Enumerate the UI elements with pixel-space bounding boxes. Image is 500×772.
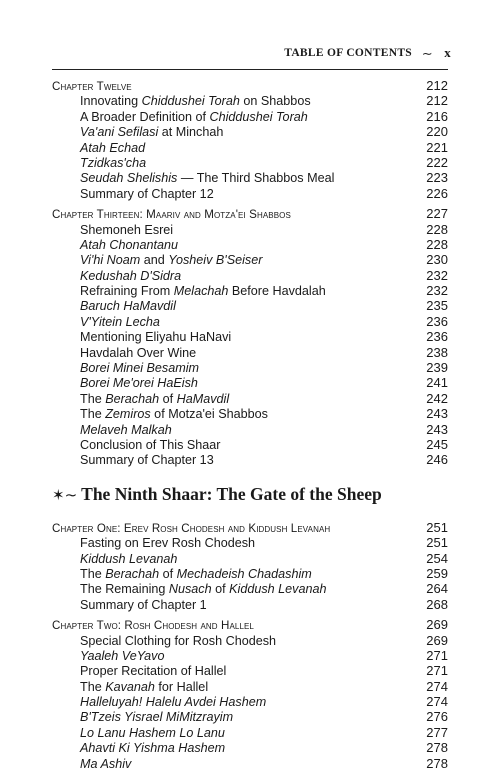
entry-title-text: The (80, 679, 106, 694)
entry-title-italic: Berachah (105, 566, 160, 581)
entry-title-text: and (140, 253, 169, 268)
entry-page: 241 (426, 375, 448, 391)
entry-title-text: Conclusion of This Shaar (80, 437, 221, 452)
entry-title (52, 407, 268, 422)
entry-title (52, 552, 177, 567)
entry-title-italic: Melachah (173, 284, 229, 299)
toc-entry[interactable] (52, 155, 448, 170)
header-rule (52, 69, 448, 70)
flourish-icon: ✶∼ (52, 487, 78, 504)
chapter-page: 227 (426, 206, 448, 222)
toc-entry[interactable] (52, 345, 448, 360)
entry-title-italic: Halleluyah! Halelu Avdei Hashem (80, 695, 267, 710)
entry-page: 216 (426, 108, 448, 124)
toc-chapter-block (52, 206, 448, 468)
entry-title (52, 253, 262, 268)
entry-page: 271 (426, 663, 448, 679)
entry-title (52, 125, 223, 140)
entry-page: 242 (426, 390, 448, 406)
entry-title-italic: Lo Lanu Hashem Lo Lanu (80, 725, 225, 740)
entry-title (52, 361, 199, 376)
toc-entry[interactable] (52, 391, 448, 406)
toc-entry[interactable] (52, 551, 448, 566)
toc-entry[interactable] (52, 597, 448, 612)
entry-page: 246 (426, 452, 448, 468)
toc-entry[interactable] (52, 329, 448, 344)
entry-title-italic: Kedushah D'Sidra (80, 268, 182, 283)
entry-title-italic: Zemiros (105, 407, 151, 422)
toc-entry[interactable] (52, 314, 448, 329)
entry-title (52, 423, 172, 438)
entry-title-text: Summary of Chapter 1 (80, 597, 207, 612)
entry-title-italic: V'Yitein Lecha (80, 314, 160, 329)
entry-title (52, 392, 229, 407)
entry-page: 230 (426, 252, 448, 268)
chapter-page: 269 (426, 617, 448, 633)
entry-page: 268 (426, 596, 448, 612)
entry-page: 276 (426, 709, 448, 725)
entry-title-text: Shemoneh Esrei (80, 222, 174, 237)
toc-entry[interactable] (52, 170, 448, 185)
entry-title-text: Proper Recitation of Hallel (80, 664, 227, 679)
entry-title-italic: Ahavti Ki Yishma Hashem (80, 741, 226, 756)
entry-title-italic: HaMavdil (176, 391, 230, 406)
toc-entry[interactable] (52, 535, 448, 550)
entry-title-text: — The Third Shabbos Meal (177, 171, 335, 186)
entry-title-text: The (80, 407, 106, 422)
toc-entry[interactable] (52, 237, 448, 252)
toc-entry[interactable] (52, 406, 448, 421)
toc-entry[interactable] (52, 375, 448, 390)
entry-title-italic: Yosheiv B'Seiser (168, 253, 263, 268)
chapter-title: Chapter Twelve (52, 80, 132, 93)
entry-title-italic: Mechadeish Chadashim (176, 566, 312, 581)
toc-entry[interactable] (52, 566, 448, 581)
entry-title (52, 238, 178, 253)
entry-page: 269 (426, 632, 448, 648)
entry-title-text: Before Havdalah (228, 284, 326, 299)
shaar-title: The Ninth Shaar: The Gate of the Sheep (81, 483, 382, 504)
entry-title-text: The Remaining (80, 582, 169, 597)
entry-page: 251 (426, 535, 448, 551)
entry-title (52, 680, 208, 695)
entry-page: 277 (426, 724, 448, 740)
entry-page: 259 (426, 565, 448, 581)
entry-title-italic: Borei Minei Besamim (80, 361, 199, 376)
entry-title-text: of (159, 391, 177, 406)
entry-title (52, 223, 173, 238)
entry-title (52, 315, 160, 330)
entry-page: 254 (426, 550, 448, 566)
toc-entry[interactable] (52, 186, 448, 201)
entry-page: 243 (426, 406, 448, 422)
toc-entry[interactable] (52, 648, 448, 663)
toc-entry[interactable] (52, 756, 448, 771)
toc-chapter-row[interactable] (52, 520, 448, 535)
shaar-heading (52, 484, 448, 520)
toc-chapter-block (52, 617, 448, 771)
entry-title-text: of (211, 582, 230, 597)
entry-title (52, 710, 233, 725)
toc-entry[interactable] (52, 298, 448, 313)
entry-title-text: at Minchah (158, 125, 224, 140)
entry-title-text: Havdalah Over Wine (80, 345, 197, 360)
chapter-title: Chapter One: Erev Rosh Chodesh and Kiddush Levanah (52, 521, 331, 535)
entry-page: 223 (426, 170, 448, 186)
entry-title-text: on Shabbos (239, 94, 311, 109)
toc-entry[interactable] (52, 709, 448, 724)
toc-entry[interactable] (52, 252, 448, 267)
entry-title-text: Mentioning Eliyahu HaNavi (80, 330, 232, 345)
entry-title (52, 299, 176, 314)
entry-title-italic: Seudah Shelishis (80, 171, 178, 186)
entry-title-text: Innovating (80, 94, 142, 109)
entry-title (52, 582, 326, 597)
toc-entry[interactable] (52, 283, 448, 298)
entry-title (52, 598, 207, 613)
entry-title-text: A Broader Definition of (80, 109, 210, 124)
entry-title-italic: Nusach (168, 582, 212, 597)
entry-title (52, 110, 308, 125)
toc-chapter-block (52, 78, 448, 201)
toc-chapter-row[interactable] (52, 617, 448, 632)
entry-title-italic: Kiddush Levanah (229, 582, 327, 597)
entry-title-italic: Borei Me'orei HaEish (80, 376, 198, 391)
entry-title (52, 171, 334, 186)
entry-title-italic: Vi'hi Noam (80, 253, 141, 268)
entry-title (52, 649, 164, 664)
entry-title-text: The (80, 391, 106, 406)
toc-entry[interactable] (52, 694, 448, 709)
entry-title-text: Summary of Chapter 13 (80, 453, 214, 468)
entry-page: 236 (426, 329, 448, 345)
entry-title (52, 726, 225, 741)
entry-page: 238 (426, 344, 448, 360)
entry-title-italic: Chiddushei Torah (209, 109, 308, 124)
entry-page: 278 (426, 755, 448, 771)
entry-title-text: of (159, 566, 177, 581)
entry-page: 228 (426, 221, 448, 237)
entry-title-italic: Yaaleh VeYavo (80, 648, 165, 663)
entry-title (52, 664, 226, 679)
entry-title-text: of Motza'ei Shabbos (150, 407, 268, 422)
entry-title (52, 376, 198, 391)
toc-entry[interactable] (52, 679, 448, 694)
entry-title (52, 141, 145, 156)
entry-title (52, 284, 326, 299)
entry-page: 232 (426, 267, 448, 283)
toc-entry[interactable] (52, 422, 448, 437)
entry-title (52, 330, 231, 345)
entry-title-text: for Hallel (154, 679, 209, 694)
entry-title (52, 269, 181, 284)
entry-title-italic: Kiddush Levanah (80, 551, 178, 566)
entry-page: 222 (426, 154, 448, 170)
table-of-contents (52, 78, 448, 771)
entry-title (52, 757, 131, 772)
entry-title (52, 567, 312, 582)
chapter-page: 251 (426, 519, 448, 535)
entry-title (52, 634, 276, 649)
entry-title-italic: Tzidkas'cha (80, 155, 147, 170)
entry-title-italic: Va'ani Sefilasi (80, 125, 159, 140)
entry-title-italic: Baruch HaMavdil (80, 299, 176, 314)
entry-title-italic: Atah Chonantanu (80, 237, 179, 252)
toc-entry[interactable] (52, 633, 448, 648)
entry-page: 274 (426, 678, 448, 694)
toc-entry[interactable] (52, 740, 448, 755)
entry-title-italic: Chiddushei Torah (141, 94, 240, 109)
entry-title (52, 187, 214, 202)
entry-page: 271 (426, 647, 448, 663)
entry-title-text: Refraining From (80, 284, 174, 299)
entry-title-italic: B'Tzeis Yisrael MiMitzrayim (80, 710, 234, 725)
toc-entry[interactable] (52, 725, 448, 740)
entry-title-italic: Berachah (105, 391, 160, 406)
entry-title-text: The (80, 566, 106, 581)
entry-title-italic: Ma Ashiv (80, 756, 132, 771)
entry-title (52, 346, 196, 361)
entry-page: 221 (426, 139, 448, 155)
toc-entry[interactable] (52, 437, 448, 452)
entry-title (52, 438, 220, 453)
entry-title (52, 156, 146, 171)
entry-page: 274 (426, 694, 448, 710)
entry-title-italic: Atah Echad (80, 140, 146, 155)
entry-page: 239 (426, 360, 448, 376)
entry-title (52, 94, 311, 109)
entry-page: 264 (426, 581, 448, 597)
entry-page: 220 (426, 124, 448, 140)
toc-chapter-row[interactable] (52, 78, 448, 93)
toc-entry[interactable] (52, 222, 448, 237)
entry-title (52, 453, 214, 468)
chapter-title: Chapter Two: Rosh Chodesh and Hallel (52, 619, 254, 633)
toc-entry[interactable] (52, 360, 448, 375)
ornament-icon: ∼ (421, 46, 433, 61)
entry-page: 212 (426, 93, 448, 109)
running-head (0, 47, 500, 65)
entry-page: 232 (426, 283, 448, 299)
entry-page: 236 (426, 313, 448, 329)
chapter-title: Chapter Thirteen: Maariv and Motza'ei Shabbos (52, 208, 291, 222)
toc-entry[interactable] (52, 581, 448, 596)
toc-entry[interactable] (52, 268, 448, 283)
entry-title (52, 536, 255, 551)
running-head-title: TABLE OF CONTENTS (284, 47, 412, 59)
page-number: x (444, 45, 451, 60)
entry-title-italic: Kavanah (105, 679, 155, 694)
toc-chapter-block (52, 520, 448, 612)
entry-page: 243 (426, 421, 448, 437)
toc-entry[interactable] (52, 452, 448, 467)
entry-title (52, 741, 225, 756)
entry-page: 228 (426, 236, 448, 252)
toc-entry[interactable] (52, 124, 448, 139)
entry-title-italic: Melaveh Malkah (80, 422, 172, 437)
entry-page: 235 (426, 298, 448, 314)
entry-page: 278 (426, 740, 448, 756)
entry-title-text: Fasting on Erev Rosh Chodesh (80, 536, 256, 551)
toc-entry[interactable] (52, 663, 448, 678)
entry-title (52, 695, 266, 710)
toc-entry[interactable] (52, 109, 448, 124)
entry-title-text: Summary of Chapter 12 (80, 186, 214, 201)
toc-entry[interactable] (52, 140, 448, 155)
entry-title-text: Special Clothing for Rosh Chodesh (80, 633, 277, 648)
toc-chapter-row[interactable] (52, 206, 448, 221)
chapter-page: 212 (426, 78, 448, 93)
entry-page: 226 (426, 185, 448, 201)
toc-entry[interactable] (52, 93, 448, 108)
entry-page: 245 (426, 436, 448, 452)
